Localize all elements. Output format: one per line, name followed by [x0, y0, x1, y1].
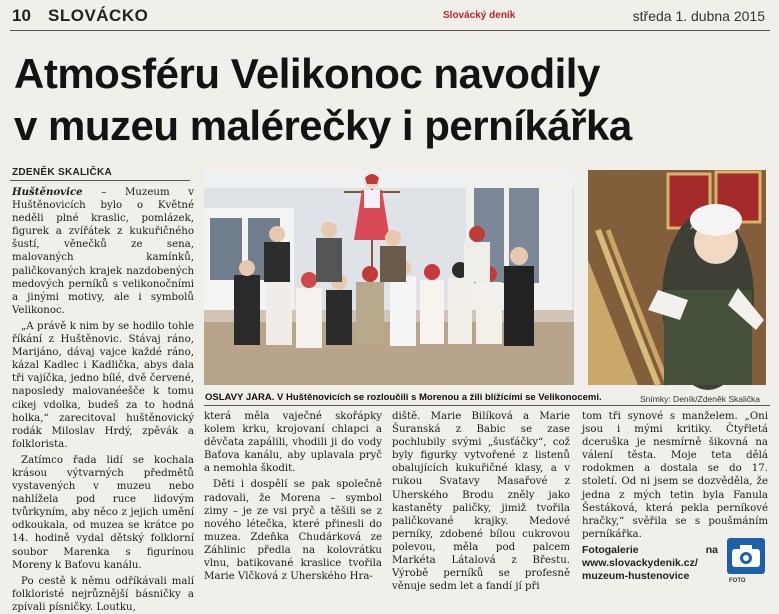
article-column-2	[204, 410, 382, 600]
issue-date: středa 1. dubna 2015	[632, 8, 765, 24]
caption-lead: OSLAVY JARA.	[205, 392, 275, 403]
header-rule	[10, 30, 770, 31]
paragraph: tom tři synové s manželem. „Oni jsou i mými kritiky. Čtyřletá dceruška je nesmírně šikovná na válení těsta. Moje teta dělá rodokmen a dostala se do 17. století. Od ni jsem se dozvěděla, že jedna z mých tetin byla Fanula Šestáková, která pekla perníkové hračky,“ svěřila se s poušmáním perníkářka.	[582, 411, 768, 540]
newspaper-name: Slovácký deník	[443, 10, 516, 21]
photo-caption	[205, 392, 625, 403]
paragraph: Zatímco řada lidí se kochala krásou výtvarných předmětů vystavených v muzeu nebo nahlížela pod ruce lidovým tvůrkyním, aby něco z jejich umění odkoukala, od muzea se krátce po 14. hodině vydal dětský folklorní soubor Marenka s figurínou Moreny k Baťovu kanálu.	[12, 454, 194, 571]
byline-rule	[10, 180, 190, 181]
foto-label: FOTO	[729, 578, 746, 584]
paragraph: která měla vaječné skořápky kolem krku, krojovaní chlapci a děvčata zapálili, vhodili ji do vody Baťova kanálu, aby uplavala pryč a nemohla škodit.	[204, 411, 382, 475]
paragraph: diště. Marie Bilíková a Marie Šuranská z Babic se zase pochlubily svými „šusťáčky“, což byly figurky vytvořené z listenů obalujících kukuřičné klasy, a v rukou Svatavy Masařové z Uherského Brodu zněly jako kastaněty paličky, jimiž tvořila paličkované krajky. Medové perníky, zdobené bílou cukrovou polevou, měla pod palcem Markéta Látalová z Břestu. Výrobě perníků se profesně věnuje sedm let a fandí jí při	[392, 411, 570, 593]
headline	[14, 48, 774, 152]
byline: ZDENĚK SKALIČKA	[12, 167, 113, 178]
section-title: SLOVÁCKO	[48, 6, 149, 25]
paragraph	[12, 186, 194, 317]
main-photo	[204, 170, 574, 385]
headline-line-1: Atmosféru Velikonoc navodily	[14, 50, 600, 97]
paragraph-text: – Muzeum v Huštěnovicích bylo o Květné neděli plné kraslic, pomlázek, figurek a zvířátek z kukuřičného šustí, věnečků ze sena, malovaných kamínků, paličkovaných krajek nazdobených medových perníků s velikonočními a jinými motivy, ale i symbolů Velikonoc.	[12, 187, 194, 316]
side-photo	[588, 170, 766, 385]
paragraph: Po cestě k němu odříkávali malí folkloristé nejrůznější básničky a zpívali písničky. Loutku,	[12, 575, 194, 613]
page-header	[0, 0, 779, 30]
headline-line-2: v muzeu malérečky i perníkářka	[14, 102, 632, 149]
caption-text: V Huštěnovicích se rozloučili s Morenou a žili blížícími se Velikonocemi.	[274, 392, 602, 403]
gallery-link[interactable]: Fotogalerie na www.slovackydenik.cz/ muzeum-hustenovice	[582, 543, 718, 582]
camera-icon	[727, 538, 765, 574]
page-number: 10	[12, 6, 31, 25]
caption-rule	[204, 405, 770, 406]
side-photo-illustration	[588, 170, 766, 385]
photo-credit: Snímky: Deník/Zdeněk Skalička	[640, 394, 760, 404]
main-photo-illustration	[204, 170, 574, 385]
article-column-1	[12, 186, 194, 613]
paragraph: „A právě k nim by se hodilo tohle říkání z Huštěnovic. Stávaj ráno, Marijáno, dávaj vajce každé ráno, kázal Kadlec i Kadlička, abys dala tři vajíčka, jedno bílé, dvě červené, naposledy malovanéešče k tomu cikej vdolka, budeš za to hodná holka,“ zarecitoval huštěnovický rodák Miloslav Hrdý, zpěvák a folklorista.	[12, 320, 194, 450]
article-column-3	[392, 410, 570, 600]
paragraph: Děti i dospělí se pak společně radovali, že Morena – symbol zimy – je ze vsi pryč a těšili se z nového létečka, které přinesli do muzea. Zdeňka Chudárková ze Záhlinic předla na kolovrátku vlnu, batikované kraslice tvořila Marie Vlčková z Uherského Hra-	[204, 479, 382, 583]
dateline: Huštěnovice	[12, 186, 83, 198]
